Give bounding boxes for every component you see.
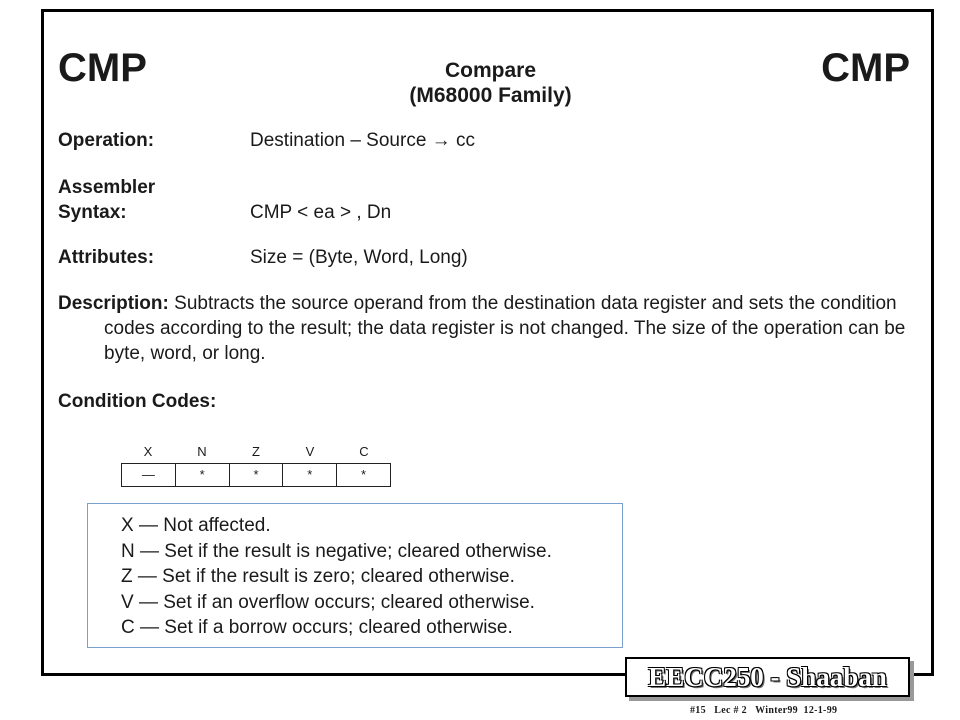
slide-meta: #15 Lec # 2 Winter99 12-1-99 (690, 705, 838, 716)
condition-codes-label: Condition Codes: (58, 391, 217, 412)
cc-value-v: * (283, 464, 337, 486)
attributes-label: Attributes: (58, 247, 155, 268)
operation-label: Operation: (58, 130, 155, 151)
mnemonic-right: CMP (821, 46, 910, 90)
syntax-value: CMP < ea > , Dn (250, 202, 392, 223)
operation-value: Destination – Source → cc (250, 130, 475, 151)
attributes-value: Size = (Byte, Word, Long) (250, 247, 468, 268)
cc-value-c: * (361, 467, 367, 482)
legend-item-c: C — Set if a borrow occurs; cleared otherwise. (121, 617, 513, 638)
description-label: Description: (58, 293, 169, 314)
legend-item-z: Z — Set if the result is zero; cleared otherwise. (121, 566, 515, 587)
instruction-title: Compare (444, 59, 537, 82)
condition-code-table (121, 463, 391, 487)
cc-header-z: Z (252, 444, 260, 459)
syntax-label-line2: Syntax: (58, 202, 127, 223)
cc-header-x: X (143, 444, 153, 459)
mnemonic-left: CMP (58, 46, 147, 90)
condition-code-legend (87, 503, 623, 648)
instruction-subtitle: (M68000 Family) (409, 84, 572, 107)
legend-item-v: V — Set if an overflow occurs; cleared otherwise. (121, 591, 535, 613)
course-banner (625, 657, 910, 697)
instruction-card (41, 9, 934, 676)
description-text: Subtracts the source operand from the destination data register and sets the condition codes according to the result; the data register is not changed. The size of the operation can be byte, word, or long. (104, 293, 906, 364)
cc-header-c: C (359, 444, 369, 459)
cc-header-n: N (197, 444, 207, 459)
description-paragraph (58, 291, 920, 366)
course-banner-title: EECC250 - Shaaban (648, 661, 887, 692)
cc-header-v: V (305, 444, 315, 459)
cc-value-n: * (176, 464, 230, 486)
cc-value-x: — (122, 464, 176, 486)
cc-value-z: * (230, 464, 284, 486)
syntax-label-line1: Assembler (58, 177, 156, 198)
legend-item-n: N — Set if the result is negative; cleared otherwise. (121, 540, 552, 562)
legend-item-x: X — Not affected. (121, 515, 271, 536)
